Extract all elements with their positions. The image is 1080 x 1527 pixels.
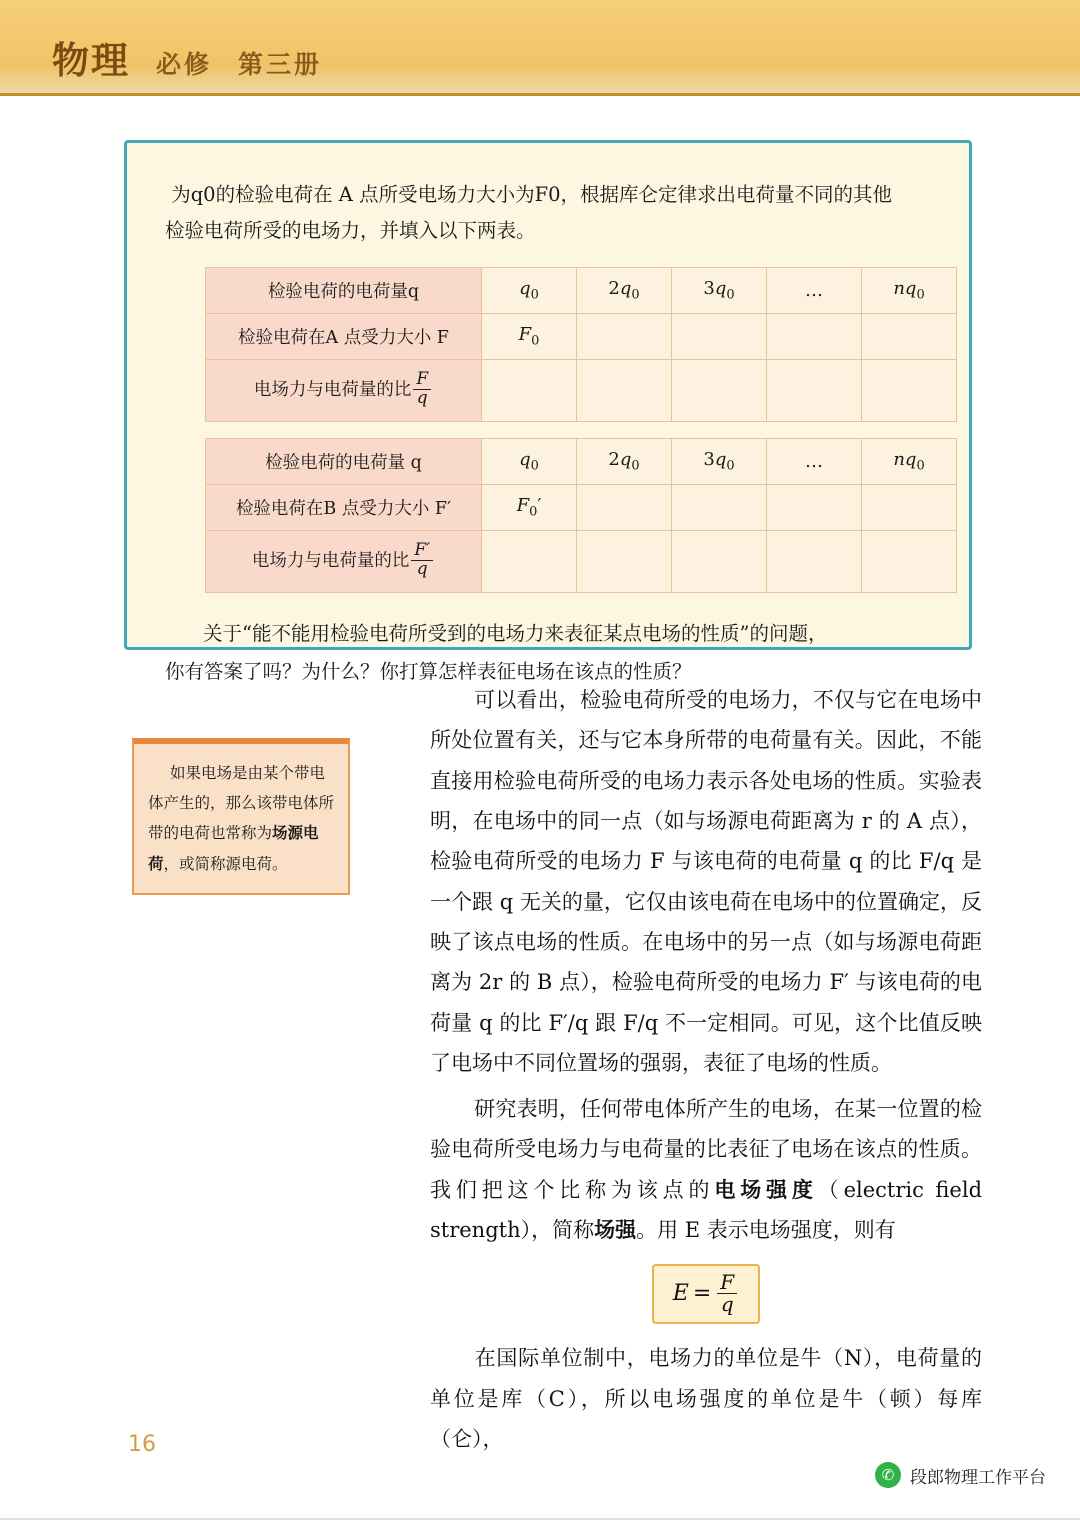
wechat-account-name: 段郎物理工作平台: [910, 1467, 1046, 1488]
fraction-f-over-q: $\frac{F}{q}$: [413, 371, 431, 408]
table-row: [206, 439, 957, 485]
body-paragraph-1: [430, 680, 982, 1083]
body-paragraph-2-part3: 。用 E 表示电场强度，则有: [636, 1218, 896, 1243]
table-point-b: [205, 438, 957, 593]
cell: [862, 485, 957, 531]
activity-box: [124, 140, 972, 684]
row-label-ratio-b: [206, 531, 482, 593]
body-paragraph-2-part2: （electric field strength），简称: [430, 1177, 983, 1243]
page-header-band: [0, 0, 1080, 96]
cell: [862, 314, 957, 360]
cell: $nq_0$: [862, 439, 957, 485]
row-label-charge: 检验电荷的电荷量q: [206, 268, 482, 314]
table-row: [206, 314, 957, 360]
fraction-fprime-over-q: $\frac{F'}{q}$: [411, 542, 433, 579]
cell: [577, 485, 672, 531]
body-paragraph-3: [430, 1338, 982, 1459]
cell: [767, 314, 862, 360]
formula-lhs: E: [672, 1281, 689, 1307]
term-electric-field-strength: 电场强度: [714, 1176, 818, 1202]
header-title-group: [52, 30, 322, 84]
cell: $F_0'$: [482, 485, 577, 531]
cell: $q_0$: [482, 439, 577, 485]
cell: [862, 531, 957, 593]
body-paragraph-3-text: 在国际单位制中，电场力的单位是牛（N），电荷量的单位是库（C），所以电场强度的单位是牛（顿）每库（仑），: [430, 1346, 982, 1451]
cell: [482, 360, 577, 422]
book-title: 物理: [52, 39, 130, 82]
main-text-column: [430, 680, 982, 1459]
table-row: [206, 531, 957, 593]
cell: [672, 531, 767, 593]
ratio-label-text: 电场力与电荷量的比: [253, 380, 412, 401]
formula-box-field-strength: [652, 1264, 760, 1324]
row-label-charge: 检验电荷的电荷量 q: [206, 439, 482, 485]
margin-note-bold-term: 场源电荷: [148, 823, 319, 873]
row-label-ratio-a: [206, 360, 482, 422]
cell: [672, 314, 767, 360]
activity-intro-line1: 为q0的检验电荷在 A 点所受电场力大小为F0，根据库仑定律求出电荷量不同的其他: [171, 183, 893, 206]
activity-question-line2: 你有答案了吗？为什么？你打算怎样表征电场在该点的性质？: [165, 660, 692, 684]
cell: [577, 531, 672, 593]
wechat-watermark: [875, 1462, 1046, 1488]
row-label-force-a: 检验电荷在A 点受力大小 F: [206, 314, 482, 360]
cell: $3q_0$: [672, 439, 767, 485]
table-point-a: [205, 267, 957, 422]
table-row: [206, 360, 957, 422]
cell: [767, 485, 862, 531]
cell: [482, 531, 577, 593]
ratio-label-text: 电场力与电荷量的比: [251, 551, 410, 572]
formula-equals: =: [692, 1281, 712, 1307]
term-field-strength-short: 场强: [594, 1217, 637, 1243]
fraction-f-over-q: $\frac{F}{q}$: [717, 1272, 737, 1315]
book-volume: 第三册: [238, 50, 323, 79]
body-paragraph-2: [430, 1089, 982, 1250]
cell: $nq_0$: [862, 268, 957, 314]
margin-note-text-after: ，或简称源电荷。: [163, 854, 288, 873]
cell: [672, 360, 767, 422]
body-paragraph-2-part1: 研究表明，任何带电体所产生的电场，在某一位置的检验电荷所受电场力与电荷量的比表征了电场在该点的性质。我们把这个比称为该点的: [430, 1097, 982, 1202]
row-label-force-b: 检验电荷在B 点受力大小 F′: [206, 485, 482, 531]
cell: $q_0$: [482, 268, 577, 314]
wechat-icon: ✆: [875, 1462, 901, 1488]
body-paragraph-1-text: 可以看出，检验电荷所受的电场力，不仅与它在电场中所处位置有关，还与它本身所带的电荷量有关。因此，不能直接用检验电荷所受的电场力表示各处电场的性质。实验表明，在电场中的同一点（如与场源电荷距离为 r 的 A 点），检验电荷所受的电场力 F 与该电荷的电荷量 q 的比 F/q 是一个跟 q 无关的量，它仅由该电荷在电场中的位置确定，反映了该点电场的性质。在电场中的另一点（如与场源电荷距离为 2r 的 B 点），检验电荷所受的电场力 F′ 与该电荷的电荷量 q 的比 F′/q 跟 F/q 不一定相同。可见，这个比值反映了电场中不同位置场的强弱，表征了电场的性质。: [430, 688, 982, 1075]
cell: …: [767, 268, 862, 314]
cell: [862, 360, 957, 422]
cell: …: [767, 439, 862, 485]
activity-intro: [165, 177, 931, 249]
margin-note: [132, 738, 350, 895]
cell: $2q_0$: [577, 439, 672, 485]
cell: [577, 360, 672, 422]
page-number: 16: [128, 1432, 156, 1457]
cell: $3q_0$: [672, 268, 767, 314]
cell: [767, 360, 862, 422]
cell: $2q_0$: [577, 268, 672, 314]
formula-expression: [672, 1269, 739, 1316]
footer-divider: [0, 1518, 1080, 1520]
activity-question-line1: 关于“能不能用检验电荷所受到的电场力来表征某点电场的性质”的问题，: [203, 622, 828, 646]
book-subtitle-required: 必修: [156, 50, 213, 79]
table-row: [206, 485, 957, 531]
cell: [577, 314, 672, 360]
cell: [672, 485, 767, 531]
cell: [767, 531, 862, 593]
table-row: [206, 268, 957, 314]
cell: $F_0$: [482, 314, 577, 360]
margin-note-text-before: 如果电场是由某个带电体产生的，那么该带电体所带的电荷也常称为: [148, 764, 335, 843]
activity-intro-line2: 检验电荷所受的电场力，并填入以下两表。: [165, 219, 536, 243]
